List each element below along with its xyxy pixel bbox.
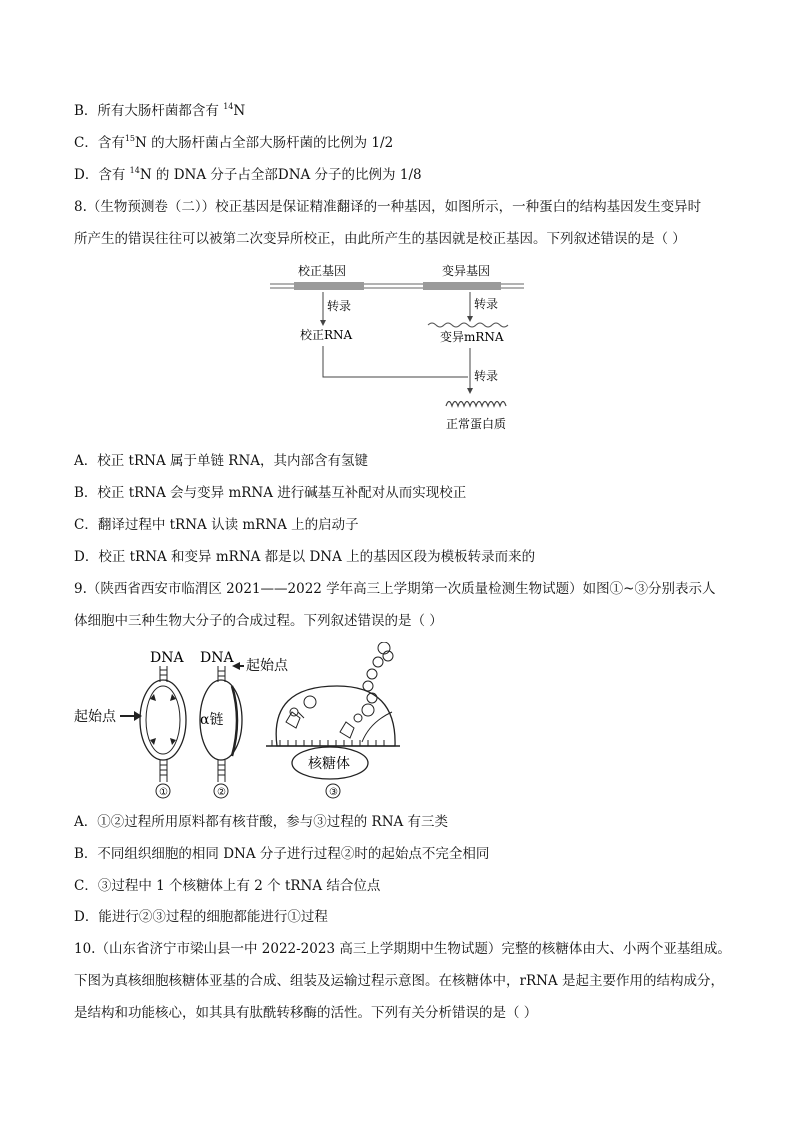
arrow-head-icon bbox=[320, 320, 326, 326]
q8-option-b: B．校正 tRNA 会与变异 mRNA 进行碱基互补配对从而实现校正 bbox=[74, 485, 467, 501]
label-start-point-left: 起始点 bbox=[74, 709, 116, 725]
label-correction-gene: 校正基因 bbox=[298, 264, 347, 278]
q10-stem-line-2: 下图为真核细胞核糖体亚基的合成、组装及运输过程示意图。在核糖体中，rRNA 是起主要作用的结构成分， bbox=[74, 973, 724, 989]
q7-option-d-pre: D．含有 bbox=[74, 167, 126, 183]
q7-option-b-tail: N bbox=[233, 103, 246, 119]
q9-option-b: B．不同组织细胞的相同 DNA 分子进行过程②时的起始点不完全相同 bbox=[74, 846, 490, 862]
label-start-point-right: 起始点 bbox=[246, 658, 288, 674]
label-normal-protein: 正常蛋白质 bbox=[446, 417, 507, 431]
label-number-2: ② bbox=[217, 787, 226, 798]
q10-stem-line-1: 10.（山东省济宁市梁山县一中 2022-2023 高三上学期期中生物试题）完整的核糖体由大、小两个亚基组成。 bbox=[74, 941, 731, 957]
label-number-3: ③ bbox=[329, 787, 338, 798]
q9-figure-macromolecule-synthesis bbox=[72, 642, 412, 802]
q7-option-b bbox=[74, 101, 245, 121]
correction-gene-segment bbox=[294, 282, 364, 290]
label-mutant-mrna: 变异mRNA bbox=[440, 330, 504, 344]
q9-stem-line-1: 9.（陕西省西安市临渭区 2021——2022 学年高三上学期第一次质量检测生物试题）如图①~③分别表示人 bbox=[74, 581, 716, 597]
q7-option-d bbox=[74, 165, 422, 185]
label-correction-rna: 校正RNA bbox=[300, 328, 353, 342]
label-number-1: ① bbox=[159, 787, 168, 798]
q8-option-c: C．翻译过程中 tRNA 认读 mRNA 上的启动子 bbox=[74, 517, 359, 533]
q7-option-c-tail: N 的大肠杆菌占全部大肠杆菌的比例为 1/2 bbox=[135, 135, 394, 151]
mrna-wavy-strand bbox=[428, 323, 508, 327]
label-ribosome: 核糖体 bbox=[308, 756, 350, 772]
protein-helix-icon bbox=[446, 402, 506, 407]
label-transcription-2: 转录 bbox=[474, 297, 499, 311]
q9-option-a: A．①②过程所用原料都有核苷酸，参与③过程的 RNA 有三类 bbox=[74, 814, 449, 830]
label-transcription-1: 转录 bbox=[327, 299, 352, 313]
q8-option-d: D．校正 tRNA 和变异 mRNA 都是以 DNA 上的基因区段为模板转录而来的 bbox=[74, 549, 536, 565]
arrow-head-icon bbox=[467, 316, 473, 322]
q8-option-a: A．校正 tRNA 属于单链 RNA，其内部含有氢键 bbox=[74, 453, 369, 469]
isotope-superscript: 14 bbox=[223, 102, 234, 111]
q7-option-c bbox=[74, 133, 393, 153]
label-dna-1: DNA bbox=[150, 650, 184, 666]
q9-option-d: D．能进行②③过程的细胞都能进行①过程 bbox=[74, 909, 328, 925]
q9-option-c: C．③过程中 1 个核糖体上有 2 个 tRNA 结合位点 bbox=[74, 878, 381, 894]
q9-stem-line-2: 体细胞中三种生物大分子的合成过程。下列叙述错误的是（ ） bbox=[74, 613, 443, 629]
mutant-gene-segment bbox=[423, 282, 501, 290]
isotope-superscript: 14 bbox=[129, 166, 140, 175]
arrow-head-icon bbox=[467, 388, 473, 394]
label-mutant-gene: 变异基因 bbox=[442, 264, 491, 278]
label-transcription-3: 转录 bbox=[474, 369, 499, 383]
dna-replication-bubble bbox=[140, 666, 186, 782]
q10-stem-line-3: 是结构和功能核心，如其具有肽酰转移酶的活性。下列有关分析错误的是（ ） bbox=[74, 1005, 538, 1021]
label-alpha-chain: α链 bbox=[200, 712, 224, 728]
q8-stem-line-2: 所产生的错误往往可以被第二次变异所校正，由此所产生的基因就是校正基因。下列叙述错误的是（ ） bbox=[74, 231, 686, 247]
q7-option-c-pre: C．含有 bbox=[74, 135, 125, 151]
q7-option-b-text: B．所有大肠杆菌都含有 bbox=[74, 103, 219, 119]
isotope-superscript: 15 bbox=[124, 134, 136, 143]
label-dna-2: DNA bbox=[200, 650, 234, 666]
q7-option-d-tail: N 的 DNA 分子占全部DNA 分子的比例为 1/8 bbox=[139, 167, 422, 183]
q8-stem-line-1: 8.（生物预测卷（二））校正基因是保证精准翻译的一种基因，如图所示，一种蛋白的结构基因发生变异时 bbox=[74, 199, 702, 215]
q8-figure-correction-gene bbox=[268, 262, 528, 437]
